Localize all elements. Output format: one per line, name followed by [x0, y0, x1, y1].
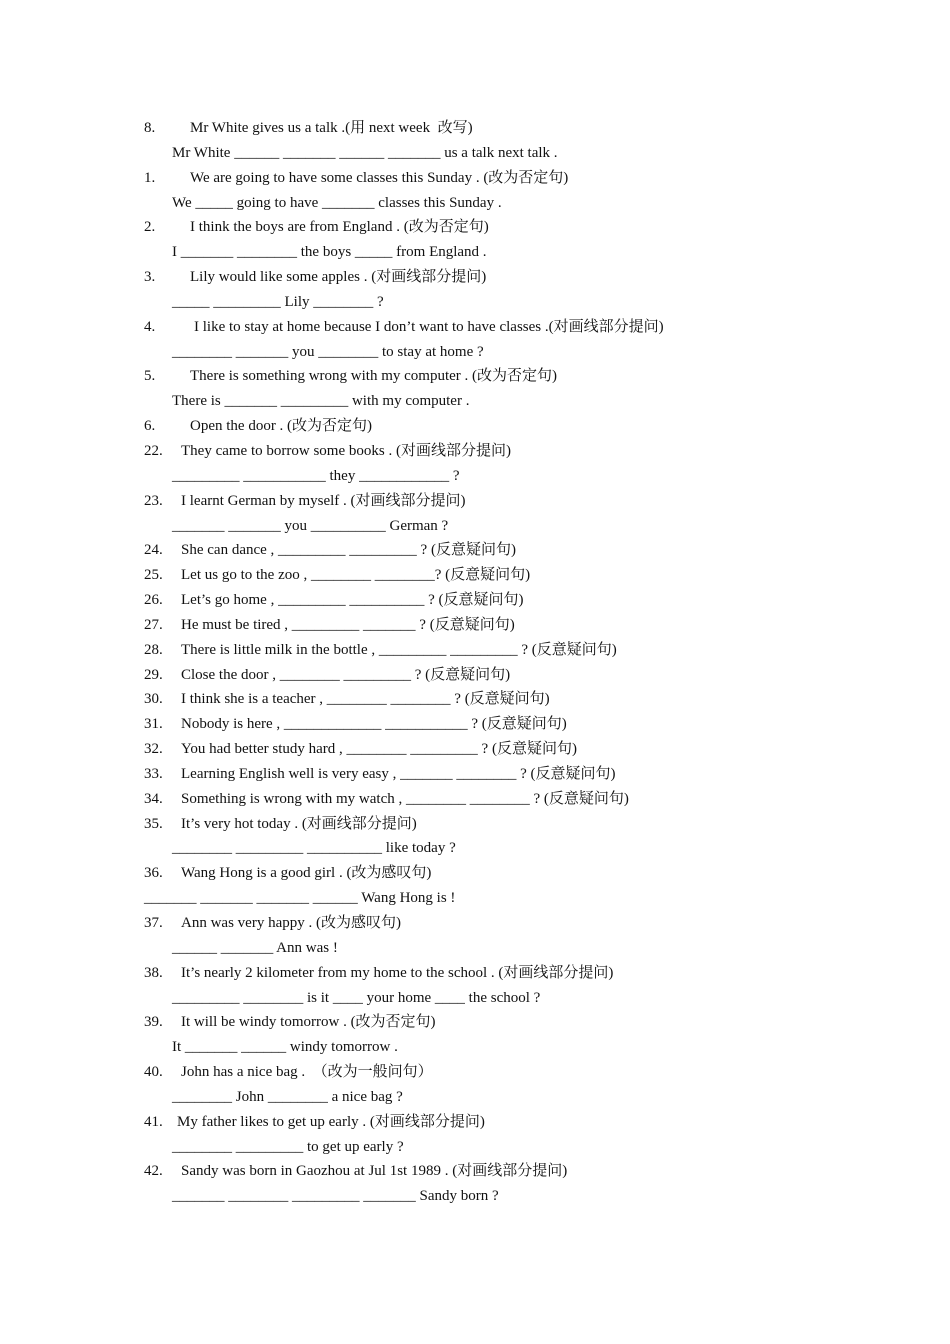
question-line — [0, 812, 950, 837]
question-line — [0, 563, 950, 588]
question-line — [0, 787, 950, 812]
question-line — [0, 588, 950, 613]
answer-blanks: ________ John ________ a nice bag ? — [172, 1088, 403, 1105]
answer-line — [0, 836, 950, 861]
question-line — [0, 961, 950, 986]
question-number: 38. — [144, 964, 163, 981]
answer-blanks: There is _______ _________ with my computer . — [172, 393, 470, 410]
answer-line — [0, 1035, 950, 1060]
answer-blanks: ______ _______ Ann was ! — [172, 939, 338, 956]
question-line — [0, 762, 950, 787]
question-text: Mr White gives us a talk .(用 next week 改写) — [190, 120, 473, 136]
answer-blanks: ________ _______ you ________ to stay at home ? — [172, 343, 484, 360]
question-text: There is something wrong with my computer . (改为否定句) — [190, 368, 558, 385]
answer-blanks: _______ ________ _________ _______ Sandy born ? — [172, 1188, 499, 1205]
answer-line — [0, 141, 950, 166]
question-number: 40. — [144, 1064, 163, 1081]
question-line — [0, 1110, 950, 1135]
answer-blanks: Mr White ______ _______ ______ _______ us a talk next talk . — [172, 144, 558, 161]
question-number: 22. — [144, 442, 163, 459]
answer-blanks: ________ _________ __________ like today ? — [172, 840, 456, 857]
question-number: 25. — [144, 567, 163, 584]
question-number: 41. — [144, 1113, 163, 1130]
question-text: There is little milk in the bottle , _________ _________ ? (反意疑问句) — [181, 641, 617, 658]
question-line — [0, 663, 950, 688]
question-number: 29. — [144, 666, 163, 683]
question-text: She can dance , _________ _________ ? (反意疑问句) — [181, 542, 516, 559]
question-text: My father likes to get up early . (对画线部分提问) — [177, 1113, 485, 1130]
question-number: 28. — [144, 641, 163, 658]
question-number: 4. — [144, 318, 156, 335]
question-number: 24. — [144, 542, 163, 559]
question-text: It’s nearly 2 kilometer from my home to the school . (对画线部分提问) — [181, 964, 614, 981]
question-text: He must be tired , _________ _______ ? (反意疑问句) — [181, 616, 515, 633]
question-text: I think the boys are from England . (改为否定句) — [190, 219, 489, 236]
question-number: 8. — [144, 120, 156, 136]
answer-blanks: _______ _______ _______ ______ Wang Hong is ! — [144, 890, 456, 907]
question-line — [0, 215, 950, 240]
question-line — [0, 538, 950, 563]
question-line — [0, 414, 950, 439]
question-text: Let us go to the zoo , ________ ________? (反意疑问句) — [181, 567, 531, 584]
answer-line — [0, 886, 950, 911]
question-text: John has a nice bag . （改为一般问句） — [181, 1064, 433, 1081]
answer-blanks: We _____ going to have _______ classes this Sunday . — [172, 194, 502, 211]
answer-blanks: I _______ ________ the boys _____ from England . — [172, 244, 487, 261]
question-text: Learning English well is very easy , _______ ________ ? (反意疑问句) — [181, 765, 616, 782]
question-text: We are going to have some classes this Sunday . (改为否定句) — [190, 169, 569, 186]
question-text: Let’s go home , _________ __________ ? (反意疑问句) — [181, 592, 524, 609]
answer-line — [0, 514, 950, 539]
answer-blanks: _________ ________ is it ____ your home ____ the school ? — [172, 989, 541, 1006]
question-text: I think she is a teacher , ________ ________ ? (反意疑问句) — [181, 691, 550, 708]
question-text: It will be windy tomorrow . (改为否定句) — [181, 1014, 436, 1031]
question-number: 30. — [144, 691, 163, 708]
question-line — [0, 687, 950, 712]
question-text: They came to borrow some books . (对画线部分提问) — [181, 442, 511, 459]
question-line — [0, 439, 950, 464]
answer-blanks: It _______ ______ windy tomorrow . — [172, 1039, 398, 1056]
question-text: Nobody is here , _____________ ___________ ? (反意疑问句) — [181, 716, 567, 733]
question-number: 6. — [144, 418, 156, 435]
question-line — [0, 1159, 950, 1184]
question-number: 35. — [144, 815, 163, 832]
answer-line — [0, 240, 950, 265]
question-line — [0, 737, 950, 762]
question-text: It’s very hot today . (对画线部分提问) — [181, 815, 417, 832]
question-number: 39. — [144, 1014, 163, 1031]
question-line — [0, 1010, 950, 1035]
question-line — [0, 613, 950, 638]
answer-line — [0, 290, 950, 315]
question-text: Sandy was born in Gaozhou at Jul 1st 1989 . (对画线部分提问) — [181, 1163, 568, 1180]
question-line — [0, 712, 950, 737]
question-line — [0, 489, 950, 514]
question-text: Ann was very happy . (改为感叹句) — [181, 915, 401, 931]
question-text: Open the door . (改为否定句) — [190, 418, 373, 435]
question-number: 27. — [144, 616, 163, 633]
question-number: 34. — [144, 790, 163, 807]
answer-line — [0, 936, 950, 961]
question-number: 2. — [144, 219, 156, 236]
question-text: Wang Hong is a good girl . (改为感叹句) — [181, 865, 432, 882]
answer-line — [0, 340, 950, 365]
answer-line — [0, 986, 950, 1011]
question-line — [0, 861, 950, 886]
answer-blanks: ________ _________ to get up early ? — [172, 1138, 404, 1155]
question-line — [0, 1060, 950, 1085]
question-line — [0, 166, 950, 191]
question-number: 36. — [144, 865, 163, 882]
answer-blanks: _____ _________ Lily ________ ? — [172, 293, 384, 310]
answer-line — [0, 464, 950, 489]
question-number: 23. — [144, 492, 163, 509]
answer-blanks: _________ ___________ they ____________ ? — [172, 467, 460, 484]
answer-line — [0, 1184, 950, 1209]
question-number: 5. — [144, 368, 156, 385]
question-line — [0, 638, 950, 663]
question-text: Lily would like some apples . (对画线部分提问) — [190, 269, 487, 286]
question-number: 37. — [144, 915, 163, 931]
exercise-document — [0, 116, 950, 1209]
question-text: You had better study hard , ________ _________ ? (反意疑问句) — [181, 741, 577, 758]
question-number: 42. — [144, 1163, 163, 1180]
answer-line — [0, 191, 950, 216]
answer-line — [0, 1135, 950, 1160]
question-line — [0, 364, 950, 389]
question-line — [0, 116, 950, 141]
answer-line — [0, 1085, 950, 1110]
answer-blanks: _______ _______ you __________ German ? — [172, 517, 449, 534]
question-number: 31. — [144, 716, 163, 733]
question-text: I learnt German by myself . (对画线部分提问) — [181, 492, 466, 509]
question-number: 26. — [144, 592, 163, 609]
question-number: 33. — [144, 765, 163, 782]
question-line — [0, 911, 950, 936]
question-line — [0, 315, 950, 340]
question-number: 1. — [144, 169, 156, 186]
question-number: 32. — [144, 741, 163, 758]
question-text: I like to stay at home because I don’t want to have classes .(对画线部分提问) — [194, 318, 664, 335]
answer-line — [0, 389, 950, 414]
question-number: 3. — [144, 269, 156, 286]
question-text: Close the door , ________ _________ ? (反意疑问句) — [181, 666, 511, 683]
question-line — [0, 265, 950, 290]
question-text: Something is wrong with my watch , ________ ________ ? (反意疑问句) — [181, 790, 629, 807]
